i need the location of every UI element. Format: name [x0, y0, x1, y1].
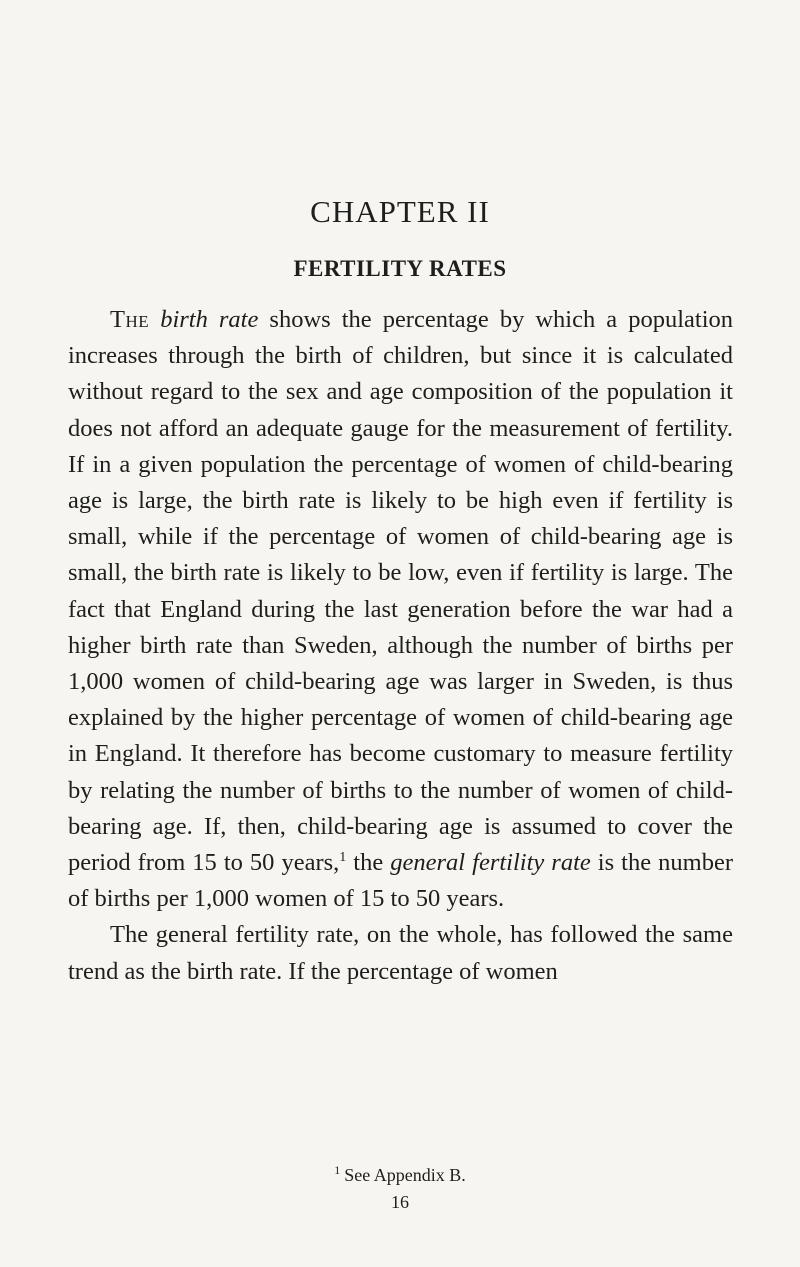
term-birth-rate: birth rate [160, 306, 259, 333]
footnote-number: 1 [334, 1163, 341, 1177]
footnote-text: See Appendix B. [344, 1165, 466, 1185]
body-text [68, 302, 733, 990]
text-run: the [346, 849, 391, 877]
lead-word: The [110, 306, 150, 333]
paragraph-2: The general fertility rate, on the whole, has followed the same trend as the birth rate. If the percentage of women [68, 921, 733, 985]
paragraph-1 [68, 302, 733, 917]
chapter-label: CHAPTER II [310, 194, 490, 229]
footnote [0, 1163, 800, 1185]
text-run [149, 306, 160, 333]
term-general-fertility-rate: general fertility rate [390, 849, 591, 877]
chapter-title: FERTILITY RATES [293, 256, 507, 281]
text-run: shows the percentage by which a population increases through the birth of children, but since it is calculated without regard to the sex and age composition of the population it does not afford an adequate gauge for the measurement of fertility. If in a given population the percentage of women of child-bearing age is large, the birth rate is likely to be high even if fertility is small, while if the percentage of women of child-bearing age is small, the birth rate is likely to be low, even if fertility is large. The fact that England during the last generation before the war had a higher birth rate than Sweden, although the number of births per 1,000 women of child-bearing age was larger in Sweden, is thus explained by the higher percentage of women of child-bearing age in England. It therefore has become customary to measure fertility by relating the number of births to the number of women of child-bearing age. If, then, child-bearing age is assumed to cover the period from 15 to 50 years, [68, 306, 733, 877]
footnote-reference: 1 [339, 849, 347, 865]
page-number: 16 [391, 1192, 409, 1212]
text-run: is the number of births per 1,000 women of 15 to 50 years. [68, 849, 733, 913]
